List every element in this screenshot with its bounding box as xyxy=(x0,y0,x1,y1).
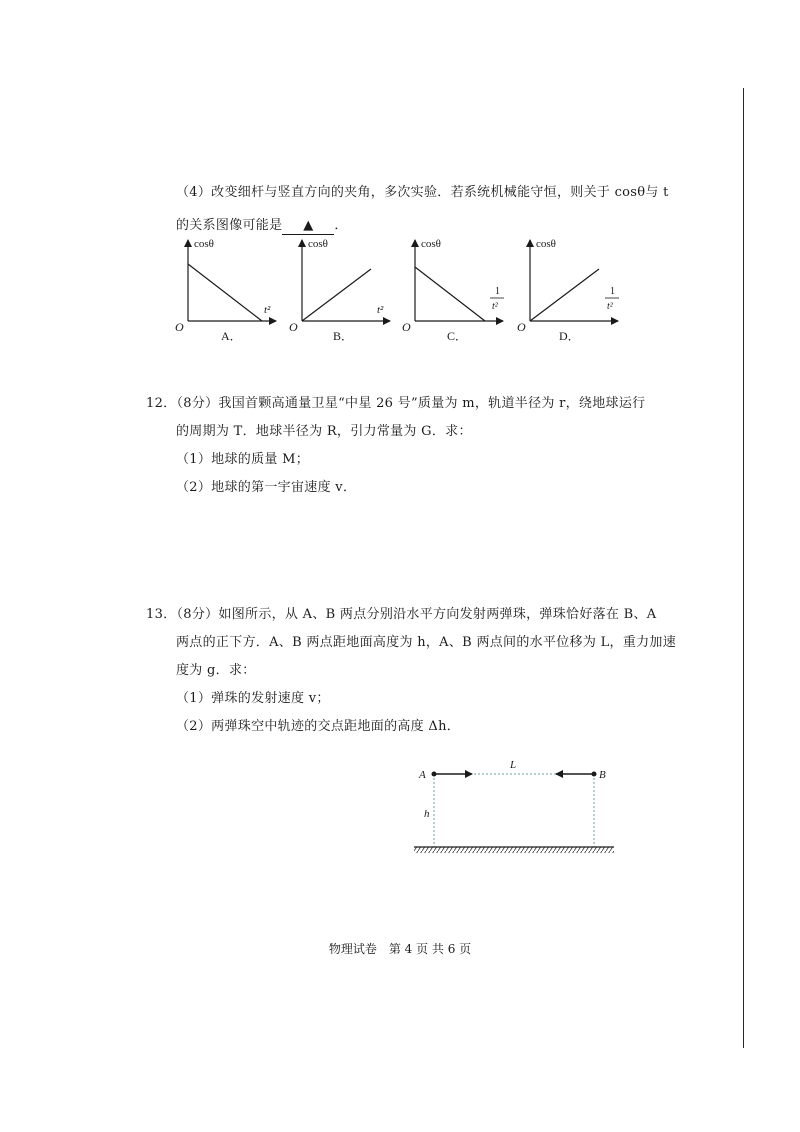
graph-b-y-label: cosθ xyxy=(308,238,328,250)
graph-d-frac-num: 1 xyxy=(610,286,615,297)
q12-sub1: （1）地球的质量 M； xyxy=(176,452,310,467)
q13-figure xyxy=(410,755,620,865)
q11-part4-line2 xyxy=(176,216,348,236)
graph-c-option-label: C． xyxy=(447,329,468,343)
point-b xyxy=(592,772,597,777)
graph-d xyxy=(517,238,619,343)
answer-blank xyxy=(282,218,334,235)
label-l: L xyxy=(510,759,517,771)
graph-d-line xyxy=(530,269,599,321)
graph-b-line xyxy=(302,269,371,321)
q12-line1: 12．（8分）我国首颗高通量卫星“中星 26 号”质量为 m，轨道半径为 r，绕地球运行 xyxy=(146,396,646,411)
graph-d-y-label: cosθ xyxy=(536,238,556,250)
ground-hatch xyxy=(414,847,614,853)
graph-a-line xyxy=(188,264,262,321)
q13-line1: 13．（8分）如图所示，从 A、B 两点分别沿水平方向发射两弹珠，弹珠恰好落在 B、A xyxy=(146,607,657,622)
graph-c-origin: O xyxy=(402,320,411,334)
graph-b xyxy=(289,238,390,343)
graph-d-origin: O xyxy=(517,320,526,334)
q11-part4-line1: （4）改变细杆与竖直方向的夹角，多次实验．若系统机械能守恒，则关于 cosθ与 t xyxy=(176,185,669,200)
graph-c xyxy=(402,238,504,343)
q11-part4-text: 的关系图像可能是 xyxy=(176,218,283,233)
graph-d-frac-den: t² xyxy=(607,301,613,312)
q13-sub1: （1）弹珠的发射速度 v； xyxy=(176,691,330,706)
label-a: A xyxy=(419,769,426,781)
page-footer: 物理试卷 第 4 页 共 6 页 xyxy=(328,942,472,956)
graph-b-option-label: B． xyxy=(333,329,354,343)
q11-part4-end: ． xyxy=(334,218,348,233)
blank-triangle-mark: ▲ xyxy=(303,218,314,233)
q11-graph-options xyxy=(165,234,635,349)
graph-c-frac-den: t² xyxy=(492,301,498,312)
q12-line2: 的周期为 T．地球半径为 R，引力常量为 G．求： xyxy=(176,424,472,439)
page-margin-line xyxy=(743,88,744,1048)
graph-c-y-label: cosθ xyxy=(421,238,441,250)
graph-c-line xyxy=(415,267,485,321)
graph-a xyxy=(175,238,276,343)
graph-a-origin: O xyxy=(175,320,184,334)
q13-line2: 两点的正下方．A、B 两点距地面高度为 h，A、B 两点间的水平位移为 L，重力加速 xyxy=(176,635,677,650)
graph-a-option-label: A． xyxy=(221,329,242,343)
q13-sub2: （2）两弹珠空中轨迹的交点距地面的高度 Δh． xyxy=(176,719,461,734)
graph-a-x-label: t² xyxy=(264,304,271,316)
point-a xyxy=(432,772,437,777)
graph-b-x-label: t² xyxy=(377,304,384,316)
graph-d-option-label: D． xyxy=(559,329,580,343)
label-b: B xyxy=(599,769,606,781)
q12-sub2: （2）地球的第一宇宙速度 v． xyxy=(176,480,357,495)
label-h: h xyxy=(424,808,430,820)
graph-c-frac-num: 1 xyxy=(495,286,500,297)
graph-a-y-label: cosθ xyxy=(194,238,214,250)
q13-line3: 度为 g．求： xyxy=(176,663,256,678)
graph-b-origin: O xyxy=(289,320,298,334)
